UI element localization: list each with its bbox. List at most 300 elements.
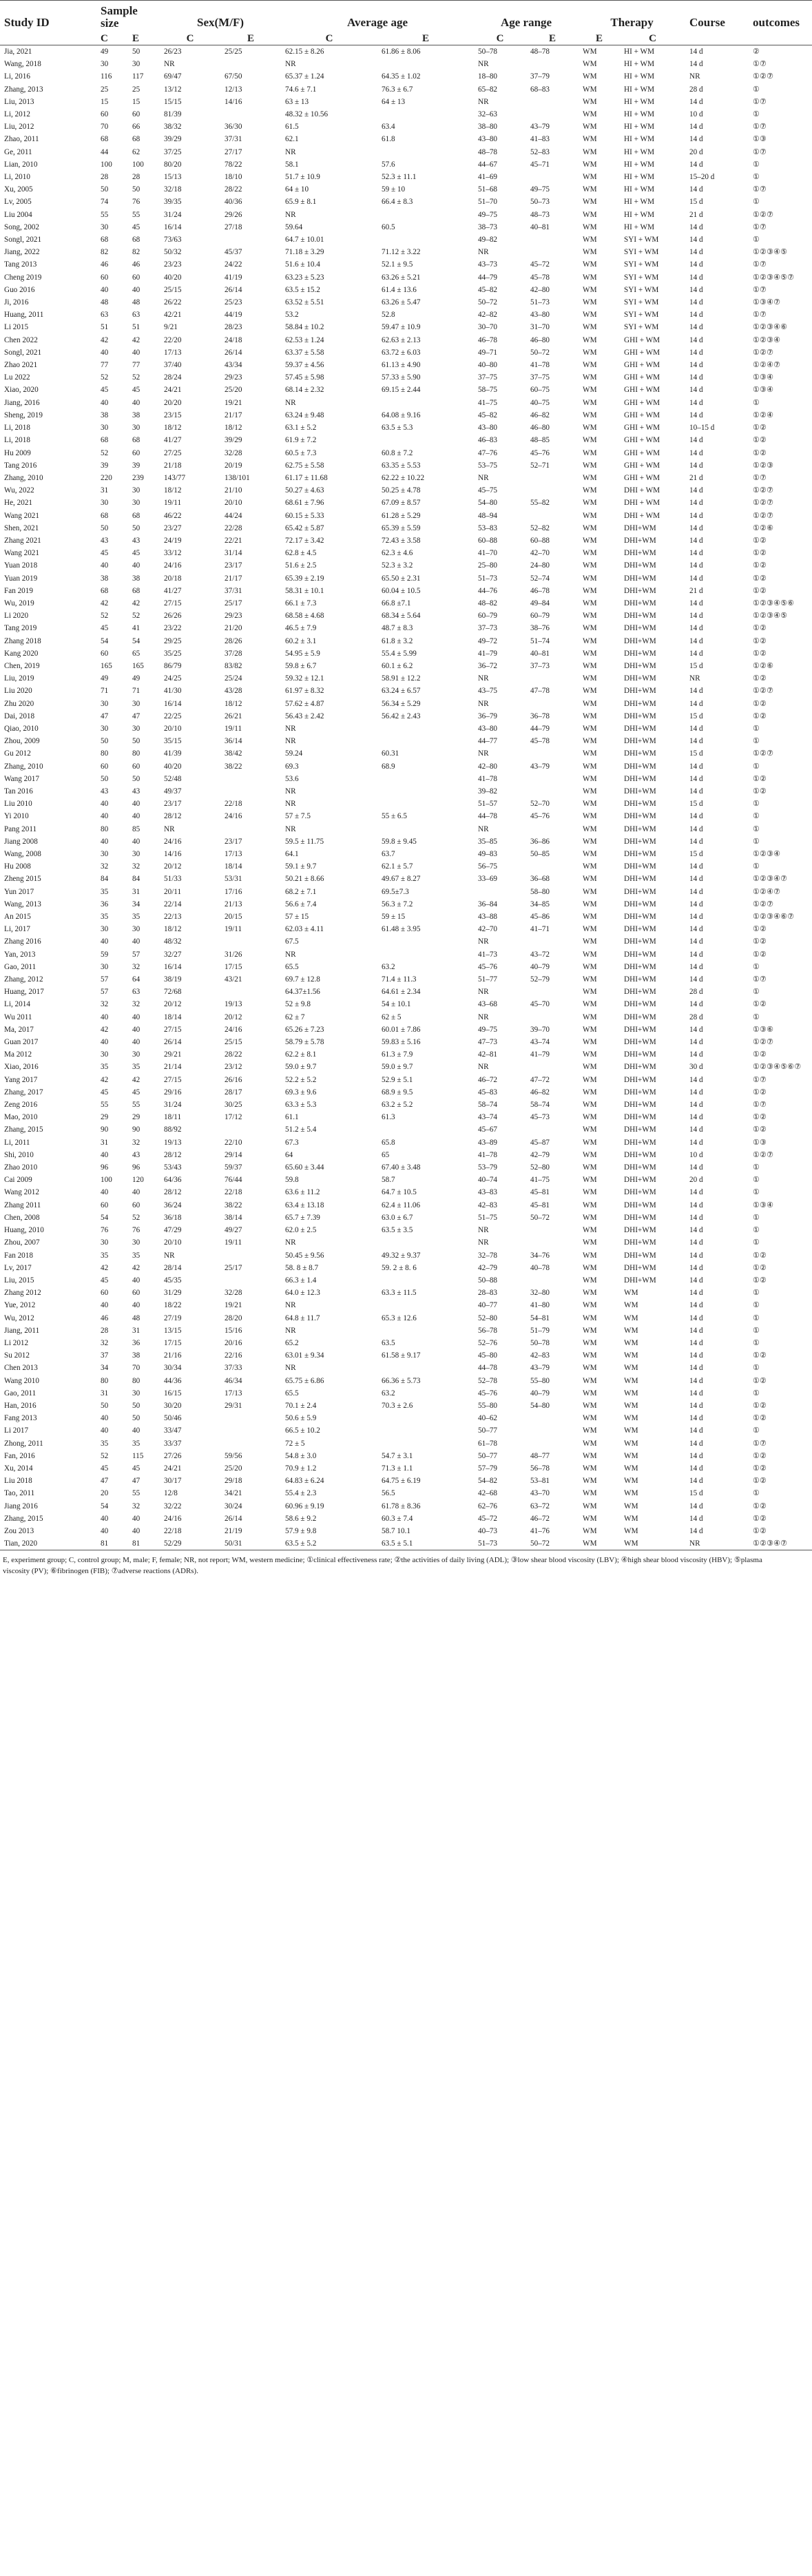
- table-row: [0, 823, 812, 835]
- cell-therapy-c: DHI+WM: [624, 649, 656, 658]
- cell-sample-e: 100: [132, 160, 144, 169]
- cell-sex-e: 40/36: [225, 198, 242, 207]
- cell-therapy-c: GHI + WM: [624, 335, 660, 344]
- cell-range-e: 54–81: [530, 1313, 550, 1322]
- table-row: [0, 158, 812, 171]
- cell-range-c: 41–78: [478, 1150, 497, 1159]
- cell-outcomes: ①②③④⑤: [753, 248, 788, 257]
- cell-sex-c: 27/25: [164, 448, 182, 457]
- cell-outcomes: ①: [753, 1176, 760, 1185]
- cell-sample-c: 35: [101, 1251, 109, 1260]
- cell-age-c: 60.96 ± 9.19: [285, 1502, 324, 1510]
- table-row: [0, 685, 812, 697]
- cell-course: 14 d: [689, 1526, 703, 1535]
- table-row: [0, 998, 812, 1010]
- cell-therapy-c: DHI+WM: [624, 1251, 656, 1260]
- cell-sex-c: 22/14: [164, 900, 182, 908]
- cell-study-id: Zhang, 2010: [4, 473, 43, 482]
- cell-sample-e: 43: [132, 536, 140, 545]
- cell-therapy-e: WM: [583, 850, 597, 858]
- cell-sample-e: 45: [132, 386, 140, 395]
- cell-therapy-e: WM: [583, 1138, 597, 1147]
- cell-sample-c: 40: [101, 1012, 109, 1021]
- cell-sex-e: 19/13: [225, 1000, 242, 1009]
- cell-sample-c: 76: [101, 1226, 109, 1235]
- cell-outcomes: ①: [753, 1238, 760, 1247]
- cell-sex-c: 21/18: [164, 461, 182, 470]
- cell-sex-c: 27/15: [164, 599, 182, 607]
- cell-sample-e: 32: [132, 862, 140, 871]
- cell-age-c: 64.7 ± 10.01: [285, 236, 324, 245]
- cell-course: 14 d: [689, 461, 703, 470]
- cell-therapy-c: DHI+WM: [624, 1176, 656, 1185]
- cell-therapy-e: WM: [583, 48, 597, 56]
- table-row: [0, 1074, 812, 1086]
- table-row: [0, 973, 812, 986]
- header-therapy: Therapy: [610, 16, 654, 29]
- cell-age-e: 60.8 ± 7.2: [382, 448, 413, 457]
- cell-age-e: [377, 1437, 474, 1450]
- cell-age-c: 68.61 ± 7.96: [285, 499, 324, 508]
- cell-course: 28 d: [689, 1012, 703, 1021]
- cell-sample-c: 52: [101, 448, 109, 457]
- cell-sample-c: 74: [101, 198, 109, 207]
- cell-study-id: An 2015: [4, 913, 31, 922]
- cell-age-e: 63.2: [382, 1389, 395, 1398]
- cell-range-c: 36–84: [478, 900, 497, 908]
- cell-sample-e: 30: [132, 1238, 140, 1247]
- cell-study-id: Zhu 2020: [4, 699, 34, 708]
- cell-sample-e: 39: [132, 461, 140, 470]
- cell-sex-e: 28/26: [225, 636, 242, 645]
- cell-outcomes: ①⑦: [753, 975, 767, 984]
- cell-therapy-c: DHI+WM: [624, 1088, 656, 1097]
- cell-therapy-e: WM: [583, 348, 597, 357]
- cell-age-c: 63.1 ± 5.2: [285, 424, 317, 433]
- header-sample-size: Sample size: [101, 4, 138, 30]
- cell-sample-e: 40: [132, 800, 140, 809]
- cell-range-c: 43–80: [478, 135, 497, 144]
- cell-age-c: 66.1 ± 7.3: [285, 599, 317, 607]
- cell-sample-e: 68: [132, 236, 140, 245]
- cell-study-id: Zhang, 2013: [4, 85, 43, 94]
- cell-sample-e: 40: [132, 398, 140, 407]
- cell-sex-e: 36/30: [225, 123, 242, 132]
- cell-course: 20 d: [689, 1176, 703, 1185]
- cell-sample-c: 100: [101, 1176, 112, 1185]
- cell-course: 14 d: [689, 298, 703, 307]
- cell-outcomes: ①: [753, 737, 760, 746]
- cell-outcomes: ①②: [753, 424, 767, 433]
- header-sex-e: E: [247, 33, 255, 44]
- cell-sex-c: 69/47: [164, 72, 182, 81]
- cell-sex-e: 24/18: [225, 335, 242, 344]
- cell-range-e: 48–73: [530, 210, 550, 219]
- cell-age-c: 46.5 ± 7.9: [285, 624, 317, 633]
- cell-range-e: [526, 1437, 579, 1450]
- cell-range-e: 46–78: [530, 586, 550, 595]
- cell-sample-c: 28: [101, 1326, 109, 1335]
- cell-sample-c: 46: [101, 260, 109, 269]
- cell-outcomes: ①: [753, 1289, 760, 1298]
- cell-range-e: 60–75: [530, 386, 550, 395]
- cell-therapy-e: WM: [583, 1301, 597, 1310]
- cell-age-c: 59.5 ± 11.75: [285, 837, 324, 846]
- cell-range-c: 38–73: [478, 222, 497, 231]
- cell-age-c: 65.39 ± 2.19: [285, 574, 324, 583]
- cell-range-e: 42–70: [530, 549, 550, 558]
- cell-course: 14 d: [689, 1502, 703, 1510]
- cell-sample-c: 35: [101, 1439, 109, 1448]
- cell-age-e: [377, 58, 474, 70]
- cell-therapy-e: WM: [583, 787, 597, 796]
- cell-outcomes: ①②: [753, 574, 767, 583]
- cell-sex-c: 39/35: [164, 198, 182, 207]
- cell-outcomes: ①②③④⑥⑦: [753, 913, 795, 922]
- cell-outcomes: ①②: [753, 636, 767, 645]
- cell-range-e: 58–74: [530, 1101, 550, 1110]
- cell-sample-c: 42: [101, 1025, 109, 1034]
- cell-therapy-e: WM: [583, 1351, 597, 1360]
- cell-sex-c: 21/16: [164, 1351, 182, 1360]
- table-row: [0, 547, 812, 559]
- cell-sex-c: 17/13: [164, 348, 182, 357]
- cell-course: 15 d: [689, 661, 703, 670]
- cell-sex-e: 19/21: [225, 1301, 242, 1310]
- cell-therapy-e: WM: [583, 361, 597, 370]
- cell-therapy-c: SYI + WM: [624, 236, 659, 245]
- cell-sample-e: 52: [132, 373, 140, 382]
- cell-sample-c: 60: [101, 1201, 109, 1209]
- cell-sex-e: 21/10: [225, 486, 242, 495]
- cell-range-e: 45–71: [530, 160, 550, 169]
- cell-therapy-c: DHI+WM: [624, 1138, 656, 1147]
- cell-sample-c: 71: [101, 687, 109, 696]
- cell-therapy-e: WM: [583, 85, 597, 94]
- table-row: [0, 1299, 812, 1311]
- table-row: [0, 1011, 812, 1024]
- cell-course: 10 d: [689, 110, 703, 119]
- header-age-e: E: [422, 33, 430, 44]
- cell-study-id: Fang 2013: [4, 1414, 37, 1423]
- cell-outcomes: ①: [753, 1301, 760, 1310]
- table-row: [0, 747, 812, 760]
- cell-study-id: Zhang 2011: [4, 1201, 41, 1209]
- cell-range-c: NR: [478, 473, 489, 482]
- cell-age-c: 60.2 ± 3.1: [285, 636, 317, 645]
- cell-course: 14 d: [689, 236, 703, 245]
- cell-age-c: 62.0 ± 2.5: [285, 1226, 317, 1235]
- cell-sample-e: 30: [132, 1050, 140, 1059]
- cell-therapy-c: DHI+WM: [624, 1113, 656, 1122]
- cell-sex-e: 37/28: [225, 649, 242, 658]
- cell-sex-e: 22/10: [225, 1138, 242, 1147]
- cell-sample-c: 39: [101, 461, 109, 470]
- cell-sample-e: 40: [132, 1025, 140, 1034]
- cell-range-c: 45–82: [478, 411, 497, 419]
- cell-age-c: NR: [285, 60, 296, 69]
- cell-outcomes: ①②⑦: [753, 900, 774, 908]
- cell-range-e: 47–72: [530, 1075, 550, 1084]
- cell-course: 14 d: [689, 373, 703, 382]
- cell-sample-c: 35: [101, 1063, 109, 1072]
- cell-sex-e: 17/13: [225, 1389, 242, 1398]
- cell-study-id: Liu, 2012: [4, 123, 34, 132]
- cell-course: 14 d: [689, 436, 703, 445]
- cell-therapy-e: WM: [583, 1376, 597, 1385]
- cell-course: 14 d: [689, 1364, 703, 1373]
- cell-range-c: 52–78: [478, 1376, 497, 1385]
- cell-range-e: 48–78: [530, 48, 550, 56]
- cell-sample-e: 96: [132, 1163, 140, 1172]
- cell-range-c: 40–77: [478, 1301, 497, 1310]
- table-row: [0, 359, 812, 371]
- cell-sex-e: 38/22: [225, 762, 242, 771]
- table-row: [0, 1212, 812, 1224]
- cell-therapy-e: WM: [583, 236, 597, 245]
- cell-sex-c: 24/16: [164, 1514, 182, 1523]
- cell-sex-e: 30/25: [225, 1101, 242, 1110]
- cell-range-e: [526, 1061, 579, 1073]
- cell-outcomes: ①②⑦: [753, 499, 774, 508]
- cell-sample-e: 30: [132, 1389, 140, 1398]
- table-row: [0, 848, 812, 860]
- cell-sample-e: 38: [132, 1351, 140, 1360]
- cell-study-id: Cai 2009: [4, 1176, 32, 1185]
- cell-therapy-e: WM: [583, 523, 597, 532]
- cell-sex-c: 50/46: [164, 1414, 182, 1423]
- cell-sex-c: 48/32: [164, 937, 182, 946]
- cell-sample-e: 40: [132, 1276, 140, 1285]
- cell-study-id: Yun 2017: [4, 887, 34, 896]
- cell-age-e: 58.7 10.1: [382, 1526, 410, 1535]
- cell-sample-c: 49: [101, 674, 109, 683]
- cell-sex-e: 29/23: [225, 612, 242, 621]
- cell-therapy-e: WM: [583, 561, 597, 570]
- cell-sex-e: 32/28: [225, 448, 242, 457]
- cell-therapy-e: WM: [583, 386, 597, 395]
- cell-sex-c: 18/12: [164, 925, 182, 934]
- cell-age-e: [377, 1325, 474, 1337]
- cell-range-e: 52–83: [530, 147, 550, 156]
- cell-age-c: 59.8 ± 6.7: [285, 661, 317, 670]
- cell-age-e: [377, 1123, 474, 1136]
- cell-course: 14 d: [689, 774, 703, 783]
- cell-course: 14 d: [689, 1389, 703, 1398]
- cell-therapy-e: WM: [583, 1226, 597, 1235]
- cell-age-e: 71.4 ± 11.3: [382, 975, 417, 984]
- cell-sample-c: 59: [101, 950, 109, 959]
- cell-sex-c: 27/19: [164, 1313, 182, 1322]
- cell-sex-e: 38/22: [225, 1201, 242, 1209]
- cell-age-c: 67.3: [285, 1138, 299, 1147]
- cell-age-c: 65.42 ± 5.87: [285, 523, 324, 532]
- cell-sample-c: 40: [101, 800, 109, 809]
- cell-sex-e: 19/11: [225, 724, 242, 733]
- cell-range-c: 42–79: [478, 1263, 497, 1272]
- cell-age-c: 62.8 ± 4.5: [285, 549, 317, 558]
- cell-course: 14 d: [689, 361, 703, 370]
- cell-range-e: 37–75: [530, 373, 550, 382]
- cell-range-e: [526, 96, 579, 108]
- cell-range-e: 36–68: [530, 875, 550, 884]
- cell-therapy-e: WM: [583, 1063, 597, 1072]
- cell-range-e: 50–72: [530, 1213, 550, 1222]
- table-row: [0, 121, 812, 133]
- table-row: [0, 83, 812, 96]
- cell-range-e: 43–79: [530, 1364, 550, 1373]
- cell-course: 14 d: [689, 1088, 703, 1097]
- cell-sample-c: 35: [101, 913, 109, 922]
- cell-study-id: Yan, 2013: [4, 950, 36, 959]
- cell-outcomes: ①②: [753, 649, 767, 658]
- cell-age-c: 62.1: [285, 135, 299, 144]
- cell-study-id: Lu 2022: [4, 373, 30, 382]
- table-row: [0, 1412, 812, 1424]
- cell-age-e: 61.48 ± 3.95: [382, 925, 421, 934]
- cell-therapy-c: DHI+WM: [624, 661, 656, 670]
- cell-range-e: 48–85: [530, 436, 550, 445]
- cell-therapy-c: DHI+WM: [624, 523, 656, 532]
- cell-sex-e: 24/22: [225, 260, 242, 269]
- cell-sample-e: 50: [132, 1414, 140, 1423]
- cell-age-e: 71.3 ± 1.1: [382, 1464, 413, 1473]
- cell-therapy-c: DHI+WM: [624, 975, 656, 984]
- cell-age-c: 51.6 ± 2.5: [285, 561, 317, 570]
- cell-age-e: [377, 397, 474, 409]
- cell-course: 14 d: [689, 1188, 703, 1197]
- cell-age-e: 62.1 ± 5.7: [382, 862, 413, 871]
- cell-age-c: 64.0 ± 12.3: [285, 1289, 320, 1298]
- cell-sample-e: 76: [132, 198, 140, 207]
- table-body: [0, 45, 812, 1550]
- cell-sample-e: 45: [132, 1088, 140, 1097]
- cell-age-e: 50.25 ± 4.78: [382, 486, 421, 495]
- cell-course: 14 d: [689, 1163, 703, 1172]
- cell-therapy-e: WM: [583, 1464, 597, 1473]
- cell-sex-e: 21/20: [225, 624, 242, 633]
- cell-course: 14 d: [689, 511, 703, 520]
- cell-range-c: NR: [478, 248, 489, 257]
- cell-sex-c: 28/14: [164, 1263, 182, 1272]
- cell-sex-e: [220, 785, 281, 798]
- cell-range-c: 55–80: [478, 1401, 497, 1410]
- cell-age-c: NR: [285, 398, 296, 407]
- table-row: [0, 911, 812, 923]
- cell-age-e: 52.3 ± 3.2: [382, 561, 413, 570]
- table-row: [0, 1136, 812, 1149]
- cell-sex-e: 36/14: [225, 737, 242, 746]
- cell-course: 14 d: [689, 1289, 703, 1298]
- cell-outcomes: ①②③④⑤: [753, 612, 788, 621]
- cell-therapy-c: WM: [624, 1376, 638, 1385]
- cell-course: 14 d: [689, 875, 703, 884]
- table-row: [0, 196, 812, 208]
- cell-age-e: 66.4 ± 8.3: [382, 198, 413, 207]
- cell-age-e: [377, 785, 474, 798]
- cell-age-e: 48.7 ± 8.3: [382, 624, 413, 633]
- cell-course: 14 d: [689, 1101, 703, 1110]
- cell-sex-c: 26/26: [164, 612, 182, 621]
- cell-sex-e: 23/17: [225, 561, 242, 570]
- cell-therapy-c: DHI+WM: [624, 1188, 656, 1197]
- cell-study-id: Tang 2019: [4, 624, 37, 633]
- cell-sample-e: 30: [132, 486, 140, 495]
- cell-therapy-c: DHI+WM: [624, 787, 656, 796]
- cell-therapy-e: WM: [583, 1439, 597, 1448]
- table-row: [0, 1224, 812, 1236]
- cell-sex-e: 38/14: [225, 1213, 242, 1222]
- cell-sample-c: 68: [101, 586, 109, 595]
- cell-sample-c: 40: [101, 348, 109, 357]
- table-row: [0, 1123, 812, 1136]
- cell-sample-c: 40: [101, 837, 109, 846]
- cell-outcomes: ①⑦: [753, 260, 767, 269]
- cell-sex-e: 30/24: [225, 1502, 242, 1510]
- cell-range-e: 40–75: [530, 398, 550, 407]
- cell-course: 14 d: [689, 1025, 703, 1034]
- cell-range-e: 45–87: [530, 1138, 550, 1147]
- cell-therapy-c: DHI+WM: [624, 1213, 656, 1222]
- cell-sex-e: 17/13: [225, 850, 242, 858]
- cell-outcomes: ①②⑦: [753, 486, 774, 495]
- cell-course: 14 d: [689, 486, 703, 495]
- cell-age-c: NR: [285, 210, 296, 219]
- table-row: [0, 1375, 812, 1387]
- cell-age-c: 61.97 ± 8.32: [285, 687, 324, 696]
- cell-sample-e: 32: [132, 1138, 140, 1147]
- cell-therapy-e: WM: [583, 461, 597, 470]
- table-row: [0, 986, 812, 998]
- cell-range-c: 58–74: [478, 1101, 497, 1110]
- cell-sample-c: 38: [101, 574, 109, 583]
- cell-sex-c: 22/25: [164, 711, 182, 720]
- table-row: [0, 635, 812, 647]
- cell-age-c: 65.37 ± 1.24: [285, 72, 324, 81]
- cell-sample-e: 41: [132, 624, 140, 633]
- cell-sample-e: 40: [132, 1514, 140, 1523]
- cell-course: 14 d: [689, 248, 703, 257]
- cell-therapy-e: WM: [583, 486, 597, 495]
- cell-sample-e: 52: [132, 1213, 140, 1222]
- cell-age-c: 65.60 ± 3.44: [285, 1163, 324, 1172]
- cell-study-id: Zhong, 2011: [4, 1439, 43, 1448]
- cell-sex-c: 22/13: [164, 913, 182, 922]
- cell-sample-e: 60: [132, 1289, 140, 1298]
- cell-outcomes: ①②: [753, 624, 767, 633]
- cell-course: 14 d: [689, 411, 703, 419]
- table-row: [0, 1424, 812, 1437]
- table-row: [0, 923, 812, 935]
- header-therapy-c: C: [649, 33, 656, 44]
- cell-outcomes: ①②④⑦: [753, 361, 781, 370]
- cell-sex-e: 22/18: [225, 800, 242, 809]
- cell-therapy-e: WM: [583, 549, 597, 558]
- cell-sample-c: 30: [101, 222, 109, 231]
- cell-range-c: 60–88: [478, 536, 497, 545]
- cell-age-c: 61.1: [285, 1113, 299, 1122]
- cell-course: 14 d: [689, 574, 703, 583]
- cell-range-e: [526, 773, 579, 785]
- cell-study-id: Tang 2013: [4, 260, 37, 269]
- cell-sex-c: 31/29: [164, 1289, 182, 1298]
- cell-therapy-c: WM: [624, 1401, 638, 1410]
- cell-therapy-e: WM: [583, 135, 597, 144]
- cell-range-c: 42–83: [478, 1201, 497, 1209]
- table-row: [0, 610, 812, 622]
- table-row: [0, 1274, 812, 1287]
- cell-course: NR: [689, 674, 700, 683]
